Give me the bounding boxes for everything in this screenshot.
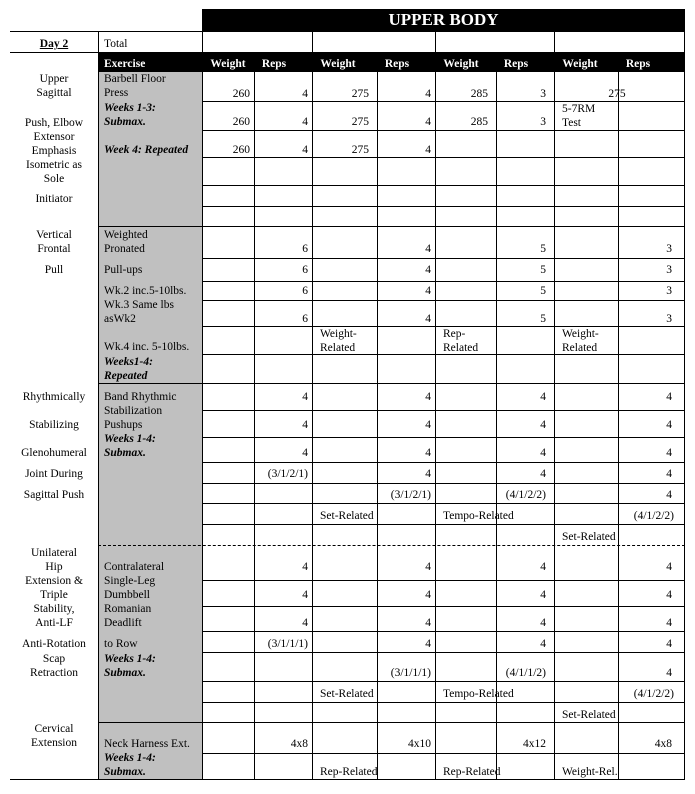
reps-value: 4 [425,617,431,629]
grid-line [98,383,685,384]
reps-value: 4 [540,468,546,480]
reps-value: 4 [666,391,672,403]
grid-line [202,652,685,653]
section-label: Frontal [37,243,71,255]
reps-value: 4 [425,447,431,459]
reps-value: 4 [540,419,546,431]
grid-line [554,31,555,780]
reps-value: 5 [540,313,546,325]
grid-line [684,31,685,780]
section-label: Emphasis [31,145,77,157]
exercise-name: Contralateral [104,561,165,573]
section-label: Hip [45,561,63,573]
tempo-value: (3/1/1/1) [390,667,431,679]
reps-value: 4 [302,419,308,431]
test-note: Test [562,117,581,129]
exercise-name: Pronated [104,243,145,255]
tempo-value: (4/1/2/2) [633,510,674,522]
exercise-name: Barbell Floor [104,73,166,85]
grid-line [98,226,685,227]
week-note: Submax. [104,766,146,778]
grid-line [98,31,99,780]
reps-value: 4 [666,419,672,431]
reps-value: 4 [666,589,672,601]
reps-value: 4 [425,285,431,297]
reps-value: 4 [666,617,672,629]
weight-header-4: Weight [562,58,598,70]
exercise-name: Stabilization [104,405,163,417]
volume-value: 4x8 [290,738,308,750]
reps-value: 4 [302,589,308,601]
progression-note: Set-Related [562,531,616,543]
tempo-value: (4/1/1/2) [505,667,546,679]
progression-note: Weight-Rel. [562,766,618,778]
reps-value: 5 [540,243,546,255]
reps-value: 4 [302,144,308,156]
exercise-name: Band Rhythmic [104,391,177,403]
week-note: Week 4: Repeated [104,144,189,156]
weight-value: 275 [351,116,369,128]
volume-value: 4x10 [408,738,431,750]
reps-value: 4 [425,589,431,601]
section-label: Extensor [33,131,75,143]
reps-value: 6 [302,285,308,297]
progression-note: Set-Related [562,709,616,721]
exercise-header: Exercise [104,58,146,70]
grid-line [10,52,685,53]
week-note: Weeks 1-4: [104,433,156,445]
reps-value: 4 [425,116,431,128]
total-label: Total [104,38,128,50]
volume-value: 4x8 [654,738,672,750]
progression-note: Set-Related [320,510,374,522]
grid-line [202,681,685,682]
reps-value: 4 [425,264,431,276]
reps-value: 4 [425,468,431,480]
exercise-name: Wk.4 inc. 5-10lbs. [104,341,190,353]
reps-value: 4 [666,468,672,480]
reps-value: 4 [425,638,431,650]
reps-value: 4 [425,419,431,431]
section-label: Sole [43,173,65,185]
grid-line [202,300,685,301]
exercise-name: Deadlift [104,617,142,629]
reps-value: 4 [302,88,308,100]
section-label: Push, Elbow [24,117,84,129]
progression-note: Rep-Related [443,766,501,778]
reps-value: 6 [302,313,308,325]
reps-value: 3 [666,313,672,325]
section-label: Pull [44,264,64,276]
reps-header-1: Reps [261,58,287,70]
grid-line [202,580,685,581]
exercise-name: Single-Leg [104,575,156,587]
grid-line [10,779,685,780]
progression-note: Rep-Related [320,766,378,778]
test-note: 5-7RM [562,103,596,115]
weight-value: 285 [470,88,488,100]
section-label: Isometric as [26,159,82,171]
reps-value: 4 [302,617,308,629]
grid-line [202,157,685,158]
grid-line [98,722,685,723]
weight-value: 275 [351,144,369,156]
weight-header-3: Weight [443,58,479,70]
section-label: Cervical [34,723,74,735]
section-label: Stability, [33,603,75,615]
section-label: Retraction [30,667,78,679]
week-note: Weeks 1-3: [104,102,156,114]
exercise-name: Pushups [104,419,143,431]
day-label: Day 2 [39,38,69,50]
section-divider [98,545,685,546]
grid-line [202,524,685,525]
reps-value: 4 [540,638,546,650]
weight-value: 260 [232,116,250,128]
reps-header-3: Reps [503,58,529,70]
reps-value: 5 [540,264,546,276]
reps-value: 5 [540,285,546,297]
progression-note: Weight- [562,328,599,340]
grid-line [202,258,685,259]
reps-value: 4 [666,447,672,459]
reps-value: 4 [302,447,308,459]
tempo-value: (3/1/2/1) [390,489,431,501]
reps-value: 4 [540,617,546,629]
reps-value: 4 [666,489,672,501]
reps-value: 6 [302,243,308,255]
reps-value: 4 [666,638,672,650]
reps-value: 4 [425,391,431,403]
progression-note: Set-Related [320,688,374,700]
exercise-name: to Row [104,638,138,650]
grid-line [10,31,685,32]
grid-line [202,437,685,438]
exercise-name: asWk2 [104,313,136,325]
reps-header-2: Reps [384,58,410,70]
section-label: Initiator [35,193,73,205]
tempo-value: (3/1/1/1) [267,638,308,650]
grid-line [202,462,685,463]
exercise-name: Romanian [104,603,152,615]
weight-value: 260 [232,88,250,100]
reps-value: 3 [666,243,672,255]
section-label: Unilateral [31,547,77,559]
progression-note: Related [562,342,598,354]
volume-value: 4x12 [523,738,546,750]
reps-value: 4 [302,391,308,403]
reps-value: 4 [425,243,431,255]
grid-line [202,503,685,504]
section-label: Vertical [36,229,72,241]
tempo-value: (4/1/2/2) [505,489,546,501]
reps-value: 4 [540,447,546,459]
week-note: Submax. [104,667,146,679]
weight-value: 275 [351,88,369,100]
exercise-name: Wk.3 Same lbs [104,299,174,311]
grid-line [435,31,436,780]
weight-header-1: Weight [210,58,246,70]
reps-value: 4 [540,561,546,573]
grid-line [202,185,685,186]
week-note: Submax. [104,116,146,128]
reps-value: 4 [425,144,431,156]
section-label: Stabilizing [29,419,79,431]
weight-value: 285 [470,116,488,128]
section-label: Anti-Rotation [22,638,86,650]
exercise-name: Pull-ups [104,264,143,276]
reps-value: 4 [425,88,431,100]
grid-line [202,281,685,282]
week-note: Repeated [104,370,148,382]
week-note: Weeks 1-4: [104,752,156,764]
tempo-value: (3/1/2/1) [267,468,308,480]
grid-line [202,410,685,411]
section-label: Scap [42,653,66,665]
section-label: Glenohumeral [21,447,87,459]
reps-value: 4 [666,667,672,679]
progression-note: Tempo-Related [443,688,514,700]
reps-value: 4 [302,561,308,573]
reps-value: 4 [425,561,431,573]
progression-note: Tempo-Related [443,510,514,522]
reps-value: 3 [666,264,672,276]
exercise-name: Neck Harness Ext. [104,738,190,750]
section-label: Joint During [25,468,83,480]
reps-value: 4 [302,116,308,128]
reps-value: 4 [425,313,431,325]
exercise-name: Press [104,87,129,99]
reps-value: 4 [666,561,672,573]
reps-value: 4 [540,589,546,601]
exercise-name: Dumbbell [104,589,150,601]
section-label: Upper [39,73,69,85]
grid-line [202,631,685,632]
section-label: Sagittal Push [23,489,85,501]
grid-line [202,206,685,207]
weight-value: 275 [608,88,626,100]
reps-value: 4 [540,391,546,403]
progression-note: Rep- [443,328,466,340]
reps-value: 3 [540,88,546,100]
grid-line [202,702,685,703]
progression-note: Weight- [320,328,357,340]
reps-header-4: Reps [625,58,651,70]
grid-line [202,130,685,131]
exercise-name: Weighted [104,229,148,241]
section-label: Triple [40,589,68,601]
section-label: Extension [31,737,77,749]
section-label: Anti-LF [35,617,73,629]
progression-note: Related [443,342,479,354]
weight-header-2: Weight [320,58,356,70]
week-note: Weeks1-4: [104,356,153,368]
section-label: Sagittal [36,87,72,99]
reps-value: 3 [540,116,546,128]
reps-value: 3 [666,285,672,297]
page-title: UPPER BODY [202,9,685,31]
weight-value: 260 [232,144,250,156]
progression-note: Related [320,342,356,354]
grid-line [202,753,685,754]
week-note: Weeks 1-4: [104,653,156,665]
section-label: Rhythmically [22,391,86,403]
section-label: Extension & [25,575,83,587]
grid-line [202,606,685,607]
exercise-name: Wk.2 inc.5-10lbs. [104,285,187,297]
grid-line [202,483,685,484]
tempo-value: (4/1/2/2) [633,688,674,700]
week-note: Submax. [104,447,146,459]
reps-value: 6 [302,264,308,276]
